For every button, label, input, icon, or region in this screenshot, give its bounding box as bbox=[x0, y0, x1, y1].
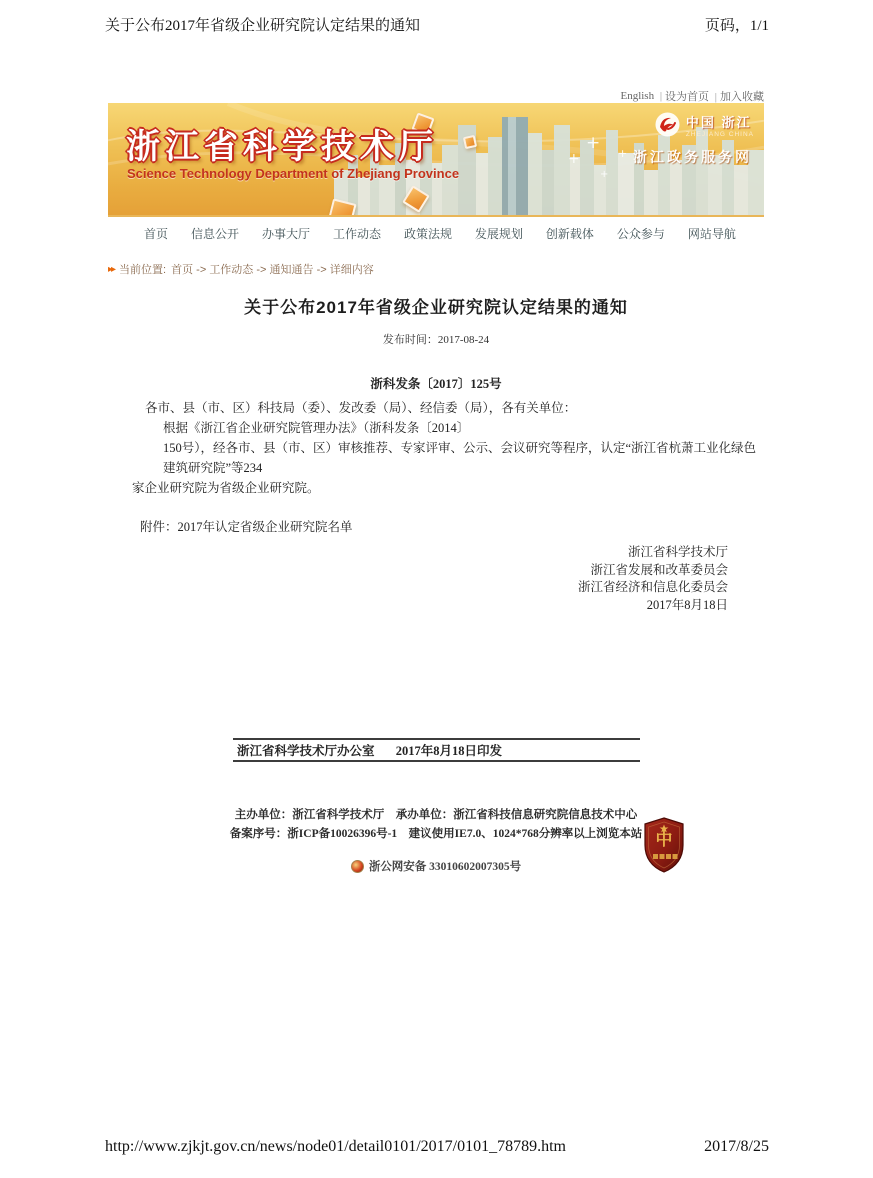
topbar-link[interactable]: 设为首页 | bbox=[665, 88, 720, 104]
issue-office: 浙江省科学技术厅办公室 bbox=[237, 744, 375, 758]
footer-sponsor-line: 主办单位：浙江省科学技术厅 承办单位：浙江省科技信息研究院信息技术中心 bbox=[234, 809, 638, 821]
sparkle-decoration: + bbox=[600, 169, 609, 180]
signature-line: 浙江省经济和信息化委员会 bbox=[577, 580, 728, 594]
nav-item[interactable]: 发展规划 bbox=[474, 227, 523, 241]
print-header-title: 关于公布2017年省级企业研究院认定结果的通知 bbox=[105, 18, 421, 34]
cube-decoration bbox=[463, 135, 477, 149]
print-header bbox=[105, 14, 769, 35]
body-line: 家企业研究院为省级企业研究院。 bbox=[132, 481, 320, 495]
site-banner bbox=[108, 103, 764, 217]
sparkle-decoration: + bbox=[618, 147, 628, 160]
nav-item[interactable]: 创新载体 bbox=[545, 227, 594, 241]
gov-logo-text-cn: 中国 浙江 bbox=[685, 114, 752, 130]
site-title-english: Science Technology Department of Zhejiang Province bbox=[127, 166, 460, 181]
shield-badge-icon bbox=[644, 817, 684, 873]
nav-item[interactable]: 首页 bbox=[144, 227, 169, 241]
security-record-text: 浙公网安备 33010602007305号 bbox=[368, 861, 522, 873]
zhejiang-china-logo-icon bbox=[654, 111, 681, 138]
sparkle-decoration: + bbox=[586, 133, 601, 153]
nav-item[interactable]: 办事大厅 bbox=[261, 227, 310, 241]
print-source-url: http://www.zjkjt.gov.cn/news/node01/detail0101/2017/0101_78789.htm bbox=[105, 1138, 566, 1155]
breadcrumb-link[interactable]: 首页 -> bbox=[171, 264, 209, 276]
body-line: 150号），经各市、县（市、区）审核推荐、专家评审、公示、会议研究等程序，认定“浙江省杭萧工业化绿色建筑研究院”等234 bbox=[163, 441, 757, 475]
main-navigation bbox=[108, 217, 764, 251]
topbar-links bbox=[108, 88, 764, 103]
document-number: 浙科发条〔2017〕125号 bbox=[370, 377, 502, 391]
footer-icp-line: 备案序号：浙ICP备10026396号-1 建议使用IE7.0、1024*768分辨率以上浏览本站 bbox=[229, 828, 643, 840]
publish-date: 发布时间：2017-08-24 bbox=[382, 334, 490, 346]
nav-item[interactable]: 政策法规 bbox=[403, 227, 452, 241]
nav-item[interactable]: 信息公开 bbox=[190, 227, 239, 241]
breadcrumb-label: 当前位置: bbox=[119, 264, 167, 276]
print-date: 2017/8/25 bbox=[704, 1138, 769, 1155]
print-footer bbox=[105, 1138, 769, 1156]
public-security-badge-icon bbox=[351, 860, 364, 873]
sparkle-decoration: + bbox=[568, 151, 580, 167]
signature-line: 浙江省发展和改革委员会 bbox=[590, 562, 728, 577]
breadcrumb-link[interactable]: 工作动态 -> bbox=[209, 264, 269, 276]
issue-box bbox=[233, 738, 640, 762]
nav-item[interactable]: 网站导航 bbox=[687, 227, 736, 241]
signature-line: 2017年8月18日 bbox=[646, 597, 728, 612]
gov-service-link[interactable]: 浙江政务服务网 bbox=[633, 149, 752, 165]
breadcrumb-trail bbox=[171, 261, 374, 277]
nav-item[interactable]: 工作动态 bbox=[332, 227, 381, 241]
article-title: 关于公布2017年省级企业研究院认定结果的通知 bbox=[244, 298, 628, 317]
svg-text:中: 中 bbox=[655, 830, 673, 849]
body-line: 根据《浙江省企业研究院管理办法》（浙科发条〔2014〕 bbox=[163, 421, 470, 435]
site-title: 浙江省科学技术厅 bbox=[126, 128, 438, 166]
topbar-link[interactable]: English | bbox=[620, 90, 665, 102]
breadcrumb-link[interactable]: 通知通告 -> bbox=[270, 264, 330, 276]
webpage bbox=[108, 88, 764, 614]
breadcrumb-link[interactable]: 详细内容 bbox=[329, 264, 374, 276]
issue-date: 2017年8月18日印发 bbox=[395, 744, 503, 758]
gov-logo[interactable] bbox=[654, 111, 754, 138]
article bbox=[108, 293, 764, 614]
gov-logo-text-en: ZHEJIANG CHINA bbox=[685, 130, 754, 138]
breadcrumb-arrow-icon: ▸▸ bbox=[108, 263, 115, 275]
signature-block bbox=[108, 544, 764, 614]
signature-line: 浙江省科学技术厅 bbox=[627, 545, 728, 559]
print-page-number: 页码，1/1 bbox=[704, 18, 769, 34]
attachment-link[interactable]: 附件：2017年认定省级企业研究院名单 bbox=[140, 520, 353, 534]
credit-badge[interactable] bbox=[644, 817, 684, 873]
topbar-link[interactable]: 加入收藏 bbox=[720, 90, 764, 103]
nav-item[interactable]: 公众参与 bbox=[616, 227, 665, 241]
body-salutation: 各市、县（市、区）科技局（委）、发改委（局）、经信委（局），各有关单位： bbox=[145, 401, 577, 415]
breadcrumb bbox=[108, 261, 764, 277]
